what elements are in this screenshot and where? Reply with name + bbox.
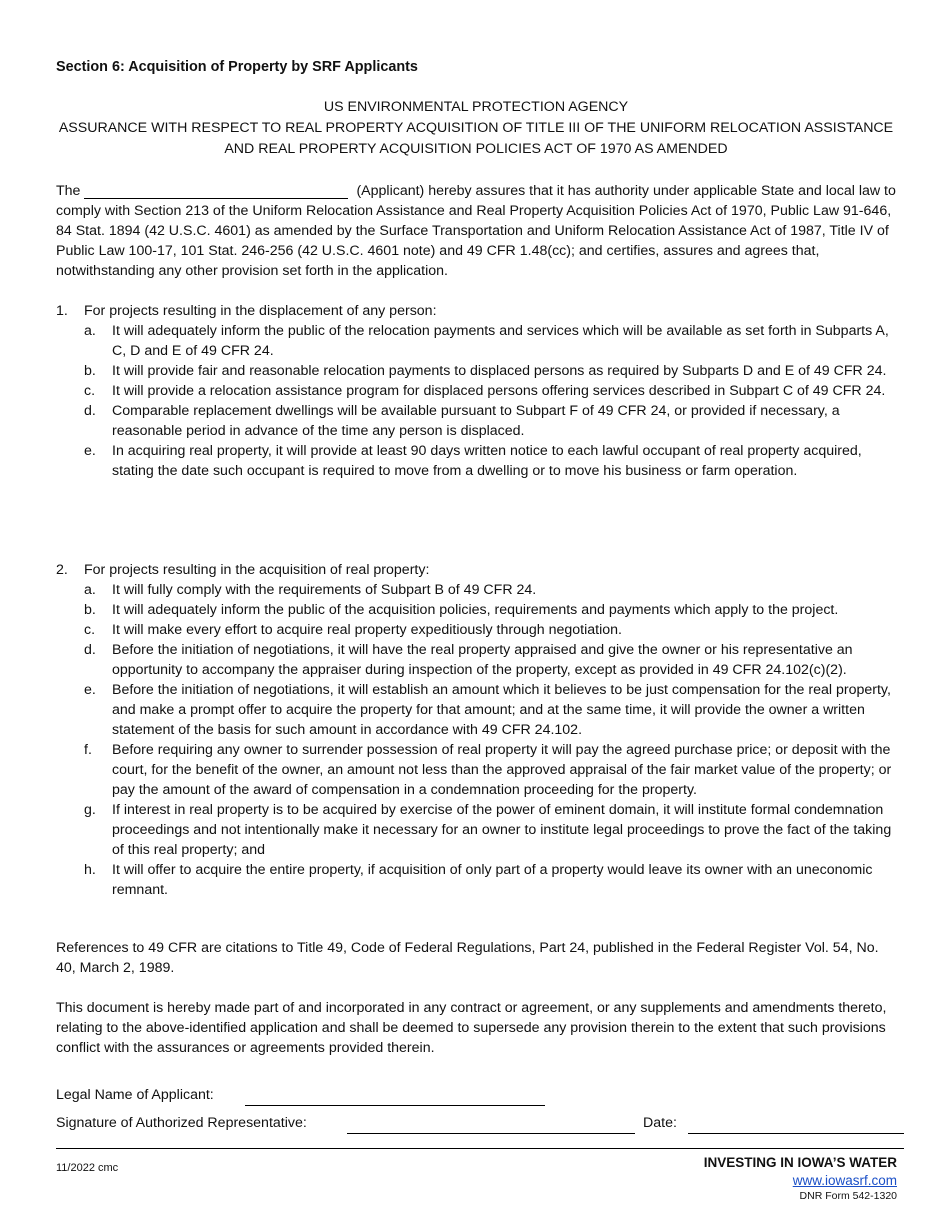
list-item (56, 580, 896, 600)
list-item (56, 600, 896, 620)
footer-divider (56, 1148, 904, 1149)
date-label: Date: (643, 1115, 677, 1131)
signature-row (56, 1113, 904, 1137)
item-letter: a. (84, 582, 96, 598)
document-heading (56, 97, 896, 160)
item-letter: d. (84, 642, 96, 658)
item-text: It will make every effort to acquire real property expeditiously through negotiation. (112, 622, 622, 638)
references-paragraph: References to 49 CFR are citations to Title 49, Code of Federal Regulations, Part 24, published in the Federal Register Vol. 54, No. 40, March 2, 1989. (56, 940, 879, 976)
legal-name-label: Legal Name of Applicant: (56, 1087, 214, 1103)
item-letter: c. (84, 383, 96, 399)
heading-title-line-2: AND REAL PROPERTY ACQUISITION POLICIES ACT OF 1970 AS AMENDED (224, 141, 728, 157)
list-item (56, 680, 896, 740)
item-text: It will offer to acquire the entire property, if acquisition of only part of a property would leave its owner with an uneconomic remnant. (112, 862, 873, 898)
list-item (56, 620, 896, 640)
legal-name-row (56, 1085, 904, 1109)
item-text: Comparable replacement dwellings will be available pursuant to Subpart F of 49 CFR 24, or provided if necessary, a reasonable period in advance of the time any person is displaced. (112, 403, 840, 439)
form-number: DNR Form 542-1320 (799, 1190, 897, 1202)
item-text: It will adequately inform the public of the acquisition policies, requirements and payments which apply to the project. (112, 602, 839, 618)
list-item (56, 321, 896, 361)
date-field[interactable] (688, 1132, 904, 1134)
list-item (56, 800, 896, 860)
item-text: It will adequately inform the public of the relocation payments and services which will be available as set forth in Subparts A, C, D and E of 49 CFR 24. (112, 323, 889, 359)
intro-prefix: The (56, 183, 81, 199)
item-letter: b. (84, 602, 96, 618)
website-link[interactable]: www.iowasrf.com (792, 1173, 897, 1188)
intro-paragraph (56, 181, 896, 281)
list-item (56, 401, 896, 441)
list-item (56, 640, 896, 680)
item-letter: d. (84, 403, 96, 419)
acquisition-list (56, 560, 896, 900)
agency-name: US ENVIRONMENTAL PROTECTION AGENCY (323, 99, 629, 115)
item-letter: c. (84, 622, 96, 638)
list-heading-text: For projects resulting in the displacement of any person: (84, 303, 437, 319)
intro-text: (Applicant) hereby assures that it has authority under applicable State and local law to comply with Section 213 of the Uniform Relocation Assistance and Real Property Acquisition Policies Act of 1970, Public Law 91-646, 84 Stat. 1894 (42 U.S.C. 4601) as amended by the Surface Transportation and Uniform Relocation Assistance Act of 1987, Title IV of Public Law 100-17, 101 Stat. 246-256 (42 U.S.C. 4601 note) and 49 CFR 1.48(cc); and certifies, assures and agrees that, notwithstanding any other provision set forth in the application. (56, 183, 896, 279)
footer-branding (704, 1154, 897, 1203)
revision-code: 11/2022 cmc (56, 1162, 119, 1174)
item-text: Before the initiation of negotiations, it will establish an amount which it believes to be just compensation for the real property, and make a prompt offer to acquire the property for that amount; and at the same time, it will provide the owner a written statement of the basis for such amount in accordance with 49 CFR 24.102. (112, 682, 891, 738)
list-item (56, 860, 896, 900)
item-text: It will fully comply with the requirements of Subpart B of 49 CFR 24. (112, 582, 537, 598)
legal-name-field[interactable] (245, 1104, 545, 1106)
item-text: In acquiring real property, it will provide at least 90 days written notice to each lawful occupant of real property acquired, stating the date such occupant is required to move from a dwelling or to move his business or farm operation. (112, 443, 862, 479)
item-letter: h. (84, 862, 96, 878)
item-text: It will provide a relocation assistance program for displaced persons offering services described in Subpart C of 49 CFR 24. (112, 383, 886, 399)
signature-field[interactable] (347, 1132, 635, 1134)
list-item (56, 361, 896, 381)
signature-label: Signature of Authorized Representative: (56, 1115, 307, 1131)
item-letter: a. (84, 323, 96, 339)
applicant-name-field[interactable] (84, 184, 348, 199)
list-heading (56, 301, 896, 321)
list-heading-text: For projects resulting in the acquisition of real property: (84, 562, 430, 578)
list-item (56, 381, 896, 401)
item-letter: g. (84, 802, 96, 818)
item-text: It will provide fair and reasonable relocation payments to displaced persons as required by Subparts D and E of 49 CFR 24. (112, 363, 887, 379)
item-text: Before the initiation of negotiations, it will have the real property appraised and give the owner or his representative an opportunity to accompany the appraiser during inspection of the property, except as provided in 49 CFR 24.102(c)(2). (112, 642, 853, 678)
item-letter: f. (84, 742, 92, 758)
item-letter: e. (84, 682, 96, 698)
displacement-list (56, 301, 896, 481)
list-item (56, 740, 896, 800)
list-number: 2. (56, 562, 68, 578)
list-heading (56, 560, 896, 580)
section-title: Section 6: Acquisition of Property by SRF Applicants (56, 59, 418, 75)
incorporation-paragraph: This document is hereby made part of and incorporated in any contract or agreement, or any supplements and amendments thereto, relating to the above-identified application and shall be deemed to supersede any provision therein to the extent that such provisions conflict with the assurances or agreements provided therein. (56, 1000, 887, 1056)
footer-tagline: INVESTING IN IOWA’S WATER (703, 1155, 897, 1170)
item-text: If interest in real property is to be acquired by exercise of the power of eminent domain, it will institute formal condemnation proceedings and not intentionally make it necessary for an owner to institute legal proceedings to prove the fact of the taking of this real property; and (112, 802, 892, 858)
item-text: Before requiring any owner to surrender possession of real property it will pay the agreed purchase price; or deposit with the court, for the benefit of the owner, an amount not less than the approved appraisal of the fair market value of the property; or pay the amount of the award of compensation in a condemnation proceeding for the property. (112, 742, 892, 798)
item-letter: e. (84, 443, 96, 459)
item-letter: b. (84, 363, 96, 379)
list-number: 1. (56, 303, 68, 319)
heading-title-line-1: ASSURANCE WITH RESPECT TO REAL PROPERTY ACQUISITION OF TITLE III OF THE UNIFORM RELOCATION ASSISTANCE (58, 120, 894, 136)
list-item (56, 441, 896, 481)
